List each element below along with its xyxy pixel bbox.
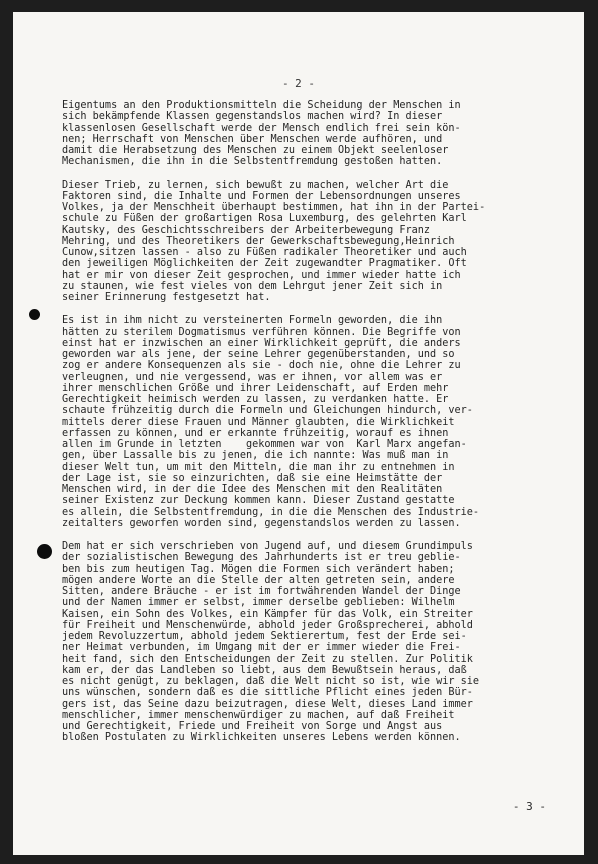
text-line: seiner Erinnerung festgesetzt hat. [62,292,271,303]
page-number: - 2 - [281,77,316,90]
text-line: jedem Revoluzzertum, abhold jedem Sektierertum, fest der Erde sei- [62,631,467,642]
text-line: der sozialistischen Bewegung des Jahrhunderts ist er treu geblie- [62,552,461,564]
text-line: es allein, die Selbstentfremdung, in die die Menschen des Industrie- [62,506,480,518]
text-line: sich bekämpfende Klassen gegenstandslos machen wird? In dieser [62,111,443,123]
text-line: klassenlosen Gesellschaft werde der Mensch endlich frei sein kön- [62,122,461,134]
punch-hole-bottom [37,544,52,559]
paragraph [62,315,562,529]
text-line: schule zu Füßen der großartigen Rosa Luxemburg, des gelehrten Karl [62,213,467,225]
text-line: den jeweiligen Möglichkeiten der Zeit zugewandter Pragmatiker. Oft [62,258,467,270]
text-line: Mehring, und des Theoretikers der Gewerkschaftsbewegung,Heinrich [62,235,455,247]
text-line: Es ist in ihm nicht zu versteinerten Formeln geworden, die ihn [62,315,443,327]
text-line: damit die Herabsetzung des Menschen zu einem Objekt seelenloser [62,145,449,156]
paragraph [62,541,562,744]
text-line: Volkes, ja der Menschheit überhaupt bestimmen, hat ihn in der Partei- [62,202,486,213]
text-line: zog er andere Konsequenzen als sie - doch nie, ohne die Lehrer zu [62,360,461,372]
text-line: erfassen zu können, und er erkannte frühzeitig, worauf es ihnen [62,427,449,439]
text-line: mittels derer diese Frauen und Männer glaubten, die Wirklichkeit [62,416,455,428]
text-line: zu staunen, wie fest vieles von dem Lehrgut jener Zeit sich in [62,280,443,292]
text-line: dieser Welt tun, um mit den Mitteln, die man ihr zu entnehmen in [62,461,455,473]
text-line: Kautsky, des Geschichtsschreibers der Arbeiterbewegung Franz [62,224,431,236]
text-line: und der Namen immer er selbst, immer derselbe geblieben: Wilhelm [62,597,455,609]
text-line: kam er, der das Landleben so liebt, aus dem Bewußtsein heraus, daß [62,664,467,676]
text-line: hätten zu sterilem Dogmatismus verführen können. Die Begriffe von [62,326,461,338]
text-line: heit fand, sich den Entscheidungen der Zeit zu stellen. Zur Politik [62,653,473,665]
text-line: gers ist, das Seine dazu beizutragen, diese Welt, dieses Land immer [62,698,473,710]
text-line: Dieser Trieb, zu lernen, sich bewußt zu machen, welcher Art die [62,179,449,191]
text-line: Kaisen, ein Sohn des Volkes, ein Kämpfer für das Volk, ein Streiter [62,608,473,620]
text-line: für Freiheit und Menschenwürde, abhold jeder Großsprecherei, abhold [62,619,473,631]
text-line: der Lage ist, sie so einzurichten, daß sie eine Heimstätte der [62,472,443,484]
text-line: Dem hat er sich verschrieben von Jugend auf, und diesem Grundimpuls [62,541,473,552]
continuation-marker: - 3 - [512,800,546,813]
text-line: geworden war als jene, der seine Lehrer gegenüberstanden, und so [62,349,455,360]
paragraph [62,100,562,168]
text-line: bloßen Postulaten zu Wirklichkeiten unseres Lebens werden können. [62,732,461,744]
text-line: hat er mir von dieser Zeit gesprochen, und immer wieder hatte ich [62,269,461,281]
text-line: ihrer menschlichen Größe und ihrer Leidenschaft, auf Erden mehr [62,382,449,394]
document-body [62,100,562,756]
text-line: schaute frühzeitig durch die Formeln und Gleichungen hindurch, ver- [62,405,473,417]
text-line: Gerechtigkeit heimisch werden zu lassen, zu verdanken hatte. Er [62,394,449,405]
text-line: ben bis zum heutigen Tag. Mögen die Formen sich verändert haben; [62,563,455,575]
text-line: seiner Existenz zur Deckung kommen kann. Dieser Zustand gestatte [62,495,455,507]
text-line: zeitalters geworfen worden sind, gegenstandslos werden zu lassen. [62,517,461,529]
document-page [13,12,584,855]
text-line: uns wünschen, sondern daß es die sittliche Pflicht eines jeden Bür- [62,687,473,699]
text-line: es nicht genügt, zu beklagen, daß die Welt nicht so ist, wie wir sie [62,676,480,687]
paragraph [62,180,562,304]
text-line: Mechanismen, die ihn in die Selbstentfremdung gestoßen hatten. [62,156,443,168]
text-line: menschlicher, immer menschenwürdiger zu machen, auf daß Freiheit [62,709,455,721]
text-line: Sitten, andere Bräuche - er ist im fortwährenden Wandel der Dinge [62,586,461,597]
text-line: Eigentums an den Produktionsmitteln die Scheidung der Menschen in [62,100,461,111]
text-line: und Gerechtigkeit, Friede und Freiheit von Sorge und Angst aus [62,721,443,732]
text-line: nen; Herrschaft von Menschen über Menschen werde aufhören, und [62,133,443,145]
text-line: verleugnen, und nie vergessend, was er ihnen, vor allem was er [62,371,443,383]
punch-hole-top [29,309,40,320]
text-line: Cunow,sitzen lassen - also zu Füßen radikaler Theoretiker und auch [62,247,467,258]
text-line: ner Heimat verbunden, im Umgang mit der er immer wieder die Frei- [62,642,461,654]
text-line: Menschen wird, in der die Idee des Menschen mit den Realitäten [62,484,443,495]
text-line: einst hat er inzwischen an einer Wirklichkeit geprüft, die anders [62,337,461,349]
text-line: gen, über Lassalle bis zu jenen, die ich nannte: Was muß man in [62,450,449,462]
text-line: Faktoren sind, die Inhalte und Formen der Lebensordnungen unseres [62,190,461,202]
text-line: mögen andere Worte an die Stelle der alten getreten sein, andere [62,574,455,586]
text-line: allen im Grunde in letzten gekommen war von Karl Marx angefan- [62,439,467,450]
